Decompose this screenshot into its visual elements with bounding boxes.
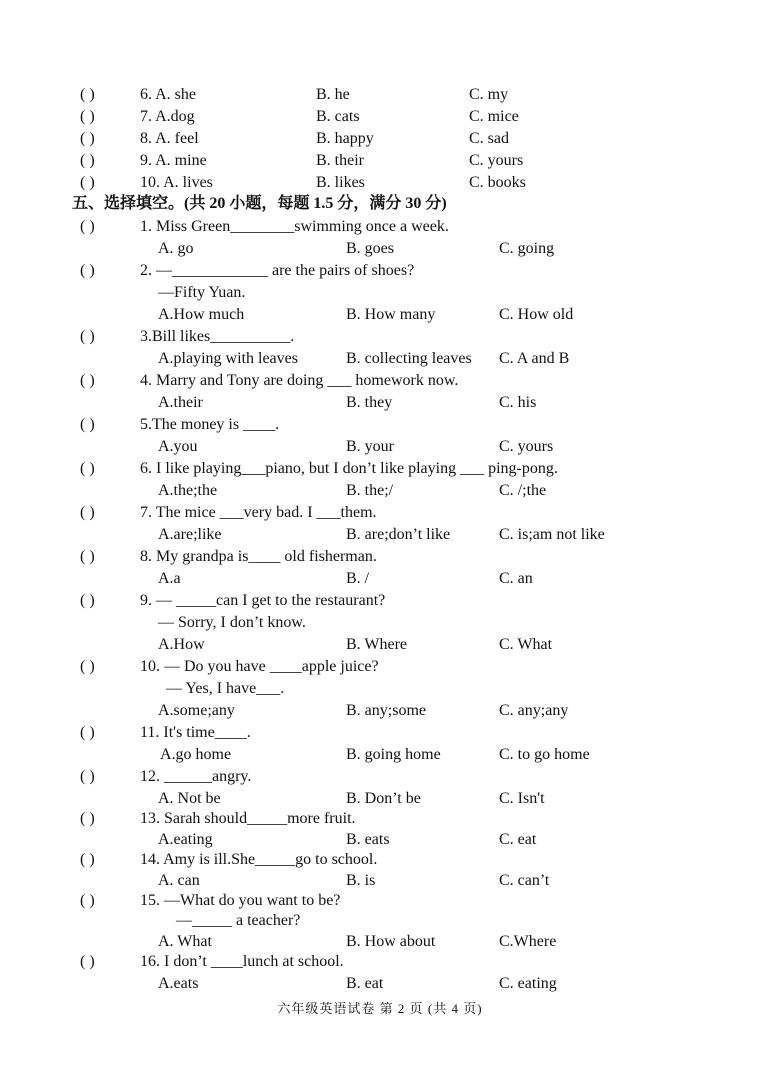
answer-blank[interactable]: ( ) [80,548,95,565]
option-a: A.you [158,438,198,455]
answer-blank[interactable]: ( ) [80,768,95,785]
question-stem: 6. I like playing___piano, but I don’t like playing ___ ping-pong. [140,460,558,477]
option-c: C. his [499,394,537,411]
question-6-options [0,480,760,502]
option-a: A. What [158,933,212,950]
question-12-options [0,788,760,810]
word-item-stem: 7. A.dog [140,108,195,125]
option-b: B. any;some [346,702,426,719]
option-c: C. to go home [499,746,590,763]
answer-blank[interactable]: ( ) [80,130,95,147]
option-b: B. eats [346,831,390,848]
answer-blank[interactable]: ( ) [80,218,95,235]
option-a: A. go [158,240,194,257]
option-c: C. What [499,636,553,653]
question-stem: 7. The mice ___very bad. I ___them. [140,504,377,521]
option-c: C. an [499,570,533,587]
option-a: A.go home [160,746,232,763]
option-a: A.their [158,394,203,411]
option-b: B. Where [346,636,408,653]
option-a: A. can [158,872,200,889]
option-c: C. any;any [499,702,569,719]
question-stem: 12. ______angry. [140,768,252,785]
answer-blank[interactable]: ( ) [80,174,95,191]
option-c: C.Where [499,933,557,950]
section-5-heading: 五、选择填空。(共 20 小题，每题 1.5 分，满分 30 分) [72,195,447,212]
answer-blank[interactable]: ( ) [80,108,95,125]
option-a: A.are;like [158,526,222,543]
question-10-reply [0,678,760,700]
question-10-options [0,700,760,722]
option-a: A.eating [158,831,213,848]
option-b: B. cats [316,108,360,125]
question-13-options [0,829,760,851]
answer-blank[interactable]: ( ) [80,416,95,433]
question-10 [0,656,760,678]
option-c: C. yours [499,438,554,455]
option-a: A.playing with leaves [158,350,298,367]
option-b: B. How about [346,933,436,950]
question-2 [0,260,760,282]
answer-blank[interactable]: ( ) [80,851,95,868]
option-b: B. / [346,570,370,587]
option-b: B. are;don’t like [346,526,451,543]
question-stem: 16. I don’t ____lunch at school. [140,953,344,970]
question-reply: — Yes, I have___. [166,680,285,697]
option-a: A.some;any [158,702,235,719]
option-b: B. is [346,872,376,889]
question-16-options [0,973,760,995]
question-7 [0,502,760,524]
question-2-reply [0,282,760,304]
word-item-stem: 9. A. mine [140,152,207,169]
option-c: C. How old [499,306,574,323]
word-item-stem: 8. A. feel [140,130,199,147]
question-11 [0,722,760,744]
question-3 [0,326,760,348]
answer-blank[interactable]: ( ) [80,724,95,741]
question-stem: 2. —____________ are the pairs of shoes? [140,262,415,279]
option-c: C. is;am not like [499,526,605,543]
option-b: B. Don’t be [346,790,421,807]
question-8-options [0,568,760,590]
option-b: B. he [316,86,350,103]
question-reply: — Sorry, I don’t know. [158,614,306,631]
answer-blank[interactable]: ( ) [80,152,95,169]
word-item-7 [0,106,760,128]
page-footer: 六年级英语试卷 第 2 页 (共 4 页) [277,1001,483,1016]
option-b: B. goes [346,240,394,257]
option-a: A.the;the [158,482,218,499]
option-b: B. the;/ [346,482,394,499]
question-12 [0,766,760,788]
answer-blank[interactable]: ( ) [80,372,95,389]
option-a: A.a [158,570,181,587]
question-2-options [0,304,760,326]
question-3-options [0,348,760,370]
question-7-options [0,524,760,546]
answer-blank[interactable]: ( ) [80,328,95,345]
option-c: C. /;the [499,482,547,499]
option-c: C. Isn't [499,790,545,807]
option-a: A.eats [158,975,199,992]
option-b: B. they [346,394,393,411]
question-stem: 9. — _____can I get to the restaurant? [140,592,386,609]
answer-blank[interactable]: ( ) [80,810,95,827]
option-b: B. going home [346,746,441,763]
question-stem: 5.The money is ____. [140,416,280,433]
question-stem: 10. — Do you have ____apple juice? [140,658,379,675]
answer-blank[interactable]: ( ) [80,953,95,970]
option-a: A.How [158,636,205,653]
answer-blank[interactable]: ( ) [80,592,95,609]
option-b: B. collecting leaves [346,350,472,367]
option-c: C. books [469,174,526,191]
option-c: C. can’t [499,872,550,889]
question-stem: 14. Amy is ill.She_____go to school. [140,851,378,868]
option-c: C. A and B [499,350,570,367]
word-item-6 [0,84,760,106]
question-9 [0,590,760,612]
question-5 [0,414,760,436]
option-b: B. How many [346,306,436,323]
question-5-options [0,436,760,458]
option-b: B. likes [316,174,365,191]
option-c: C. yours [469,152,524,169]
question-stem: 13. Sarah should_____more fruit. [140,810,356,827]
question-stem: 15. —What do you want to be? [140,892,341,909]
question-4-options [0,392,760,414]
answer-blank[interactable]: ( ) [80,262,95,279]
question-1 [0,216,760,238]
question-stem: 8. My grandpa is____ old fisherman. [140,548,377,565]
question-4 [0,370,760,392]
section-heading-row [0,193,760,215]
answer-blank[interactable]: ( ) [80,86,95,103]
option-c: C. eating [499,975,557,992]
question-15 [0,890,760,912]
answer-blank[interactable]: ( ) [80,504,95,521]
question-9-reply [0,612,760,634]
question-6 [0,458,760,480]
answer-blank[interactable]: ( ) [80,892,95,909]
question-stem: 11. It's time____. [140,724,251,741]
question-stem: 4. Marry and Tony are doing ___ homework now. [140,372,459,389]
option-c: C. eat [499,831,537,848]
option-c: C. going [499,240,555,257]
option-b: B. happy [316,130,374,147]
question-13 [0,808,760,830]
option-a: A. Not be [158,790,221,807]
question-15-reply [0,910,760,932]
word-item-stem: 10. A. lives [140,174,213,191]
word-item-10 [0,172,760,194]
option-b: B. eat [346,975,384,992]
question-stem: 3.Bill likes__________. [140,328,295,345]
question-reply: —_____ a teacher? [176,912,301,929]
answer-blank[interactable]: ( ) [80,658,95,675]
question-11-options [0,744,760,766]
question-14 [0,849,760,871]
option-c: C. sad [469,130,509,147]
option-a: A.How much [158,306,245,323]
answer-blank[interactable]: ( ) [80,460,95,477]
word-item-stem: 6. A. she [140,86,196,103]
question-reply: —Fifty Yuan. [158,284,246,301]
question-16 [0,951,760,973]
question-8 [0,546,760,568]
option-c: C. my [469,86,509,103]
word-item-8 [0,128,760,150]
word-item-9 [0,150,760,172]
question-15-options [0,931,760,953]
question-9-options [0,634,760,656]
question-stem: 1. Miss Green________swimming once a week. [140,218,449,235]
option-b: B. your [346,438,394,455]
question-1-options [0,238,760,260]
question-14-options [0,870,760,892]
option-b: B. their [316,152,364,169]
option-c: C. mice [469,108,519,125]
